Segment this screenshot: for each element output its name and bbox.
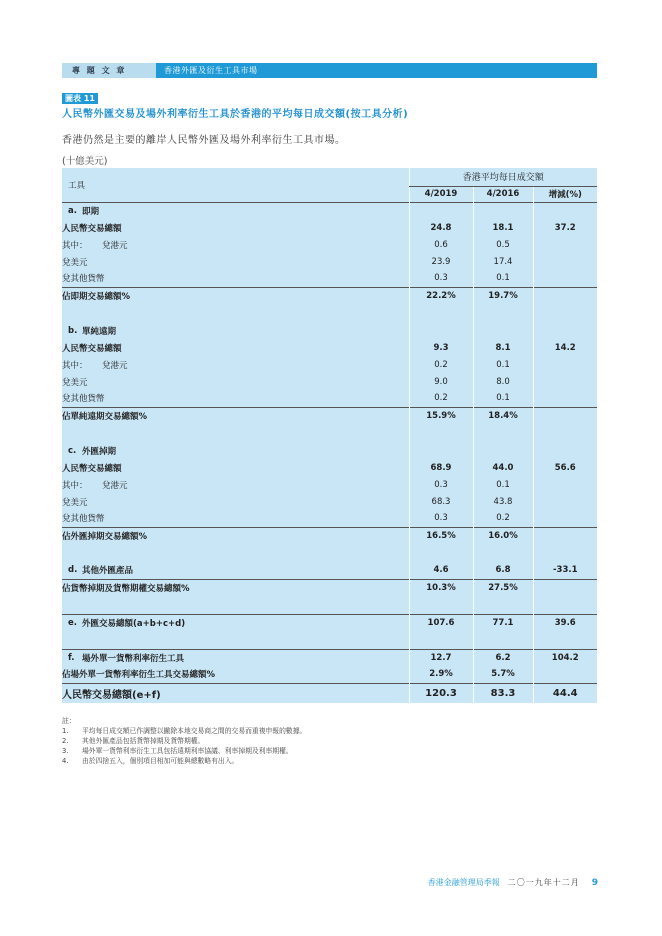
table-row: 兌美元 68.3 43.8 [62,493,597,510]
col-header-2016: 4/2016 [473,186,533,202]
section-f-row: f. 場外單一貨幣利率衍生工具 12.7 6.2 104.2 [62,649,597,666]
table-row: 兌其他貨幣 0.3 0.1 [62,270,597,287]
section-a-row: a. 即期 [62,202,597,219]
table-row: 兌美元 23.9 17.4 [62,253,597,270]
table-row: 佔外匯掉期交易總額% 16.5% 16.0% [62,527,597,544]
table-row: 佔貨幣掉期及貨幣期權交易總額% 10.3% 27.5% [62,579,597,596]
section-b-row: b. 單純遠期 [62,322,597,339]
section-c-row: c. 外匯掉期 [62,442,597,459]
note-item: 3. 場外單一貨幣利率衍生工具包括遠期利率協議、利率掉期及利率期權。 [62,747,293,755]
instrument-header: 工具 [62,168,409,202]
footer-publication: 香港金融管理局季報 [427,878,500,887]
note-item: 2. 其他外匯產品包括貨幣掉期及貨幣期權。 [62,737,205,745]
header-bar [62,63,597,78]
note-item: 4. 由於四捨五入，個別項目相加可能與總數略有出入。 [62,757,239,765]
col-header-change: 增減(%) [533,186,597,202]
note-item: 1. 平均每日成交額已作調整以撇除本地交易商之間的交易而重複申報的數據。 [62,727,307,735]
unit-label: (十億美元) [62,156,108,167]
section-topic: 香港外匯及衍生工具市場 [156,63,597,78]
table-row: 其中： 兌港元 0.2 0.1 [62,356,597,373]
table-row: 兌美元 9.0 8.0 [62,373,597,390]
section-e-row: e. 外匯交易總額(a+b+c+d) 107.6 77.1 39.6 [62,614,597,631]
table-row: 佔場外單一貨幣利率衍生工具交易總額% 2.9% 5.7% [62,666,597,683]
section-d-row: d. 其他外匯產品 4.6 6.8 -33.1 [62,562,597,579]
table-row: 佔單純遠期交易總額% 15.9% 18.4% [62,407,597,424]
table-tag: 圖表 11 [62,93,98,104]
page-footer [428,877,598,888]
table-row: 其中： 兌港元 0.6 0.5 [62,236,597,253]
table-row: 其中： 兌港元 0.3 0.1 [62,476,597,493]
table-subtitle: 香港仍然是主要的離岸人民幣外匯及場外利率衍生工具市場。 [62,135,346,146]
table-row: 人民幣交易總額 9.3 8.1 14.2 [62,339,597,356]
table-notes [62,716,306,766]
col-header-2019: 4/2019 [409,186,473,202]
page-number: 9 [591,877,598,888]
table-row: 人民幣交易總額 68.9 44.0 56.6 [62,459,597,476]
table-title: 人民幣外匯交易及場外利率衍生工具於香港的平均每日成交額(按工具分析) [62,109,409,120]
group-header: 香港平均每日成交額 [409,168,597,186]
table-row: 兌其他貨幣 0.2 0.1 [62,390,597,407]
section-label: 專 題 文 章 [62,63,156,78]
table-row: 佔即期交易總額% 22.2% 19.7% [62,287,597,304]
turnover-table [62,168,597,703]
footer-date: 二〇一九年十二月 [507,878,580,887]
notes-heading: 註： [62,717,76,725]
table-row: 人民幣交易總額 24.8 18.1 37.2 [62,219,597,236]
table-row: 兌其他貨幣 0.3 0.2 [62,510,597,527]
grand-total-row: 人民幣交易總額(e+f) 120.3 83.3 44.4 [62,683,597,703]
